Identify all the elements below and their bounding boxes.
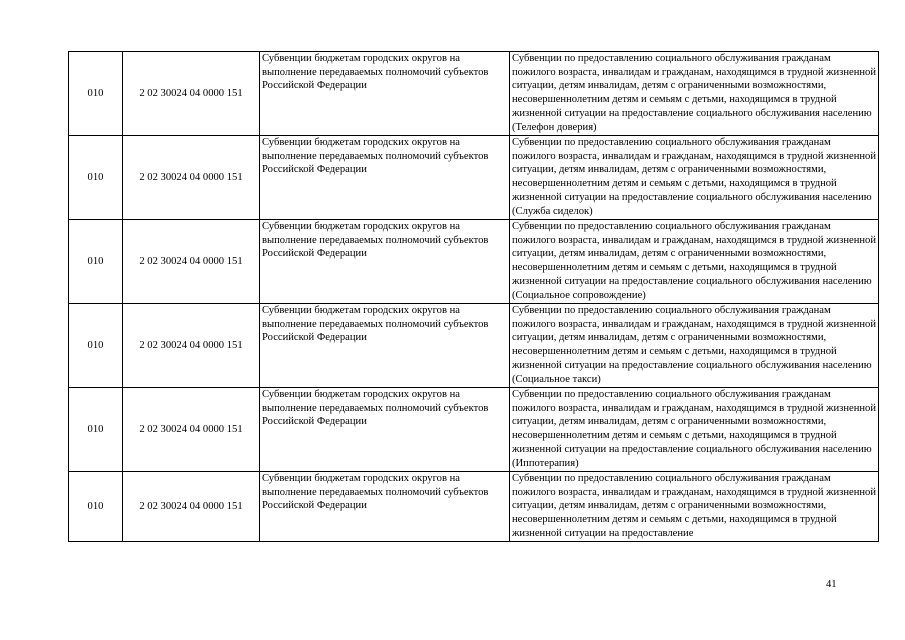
revenue-description-cell: Субвенции по предоставлению социального обслуживания гражданам пожилого возраста, инвалидам и гражданам, находящимся в трудной жизненной ситуации, детям инвалидам, детям с ограниченными возможностями, несовершеннолетним детям и семьям с детьми, находящимся в трудной жизненной ситуации на предоставление социального обслуживания населению (Социальное сопровождение) — [510, 220, 879, 304]
table-row — [69, 136, 879, 220]
table-row — [69, 52, 879, 136]
admin-code-cell: 010 — [69, 220, 123, 304]
revenue-name-cell: Субвенции бюджетам городских округов на выполнение передаваемых полномочий субъектов Российской Федерации — [260, 472, 510, 542]
revenue-name-cell: Субвенции бюджетам городских округов на выполнение передаваемых полномочий субъектов Российской Федерации — [260, 136, 510, 220]
admin-code-cell: 010 — [69, 304, 123, 388]
revenue-name-cell: Субвенции бюджетам городских округов на выполнение передаваемых полномочий субъектов Российской Федерации — [260, 220, 510, 304]
revenue-name-cell: Субвенции бюджетам городских округов на выполнение передаваемых полномочий субъектов Российской Федерации — [260, 388, 510, 472]
admin-code-cell: 010 — [69, 388, 123, 472]
table-row — [69, 220, 879, 304]
budget-classification-code-cell: 2 02 30024 04 0000 151 — [123, 304, 260, 388]
table-row — [69, 304, 879, 388]
revenue-name-cell: Субвенции бюджетам городских округов на выполнение передаваемых полномочий субъектов Российской Федерации — [260, 304, 510, 388]
revenue-description-cell: Субвенции по предоставлению социального обслуживания гражданам пожилого возраста, инвалидам и гражданам, находящимся в трудной жизненной ситуации, детям инвалидам, детям с ограниченными возможностями, несовершеннолетним детям и семьям с детьми, находящимся в трудной жизненной ситуации на предоставление социального обслуживания населению (Служба сиделок) — [510, 136, 879, 220]
revenue-description-cell: Субвенции по предоставлению социального обслуживания гражданам пожилого возраста, инвалидам и гражданам, находящимся в трудной жизненной ситуации, детям инвалидам, детям с ограниченными возможностями, несовершеннолетним детям и семьям с детьми, находящимся в трудной жизненной ситуации на предоставление социального обслуживания населению (Социальное такси) — [510, 304, 879, 388]
table-row — [69, 388, 879, 472]
admin-code-cell: 010 — [69, 52, 123, 136]
table-row — [69, 472, 879, 542]
revenue-description-cell: Субвенции по предоставлению социального обслуживания гражданам пожилого возраста, инвалидам и гражданам, находящимся в трудной жизненной ситуации, детям инвалидам, детям с ограниченными возможностями, несовершеннолетним детям и семьям с детьми, находящимся в трудной жизненной ситуации на предоставление социального обслуживания населению (Телефон доверия) — [510, 52, 879, 136]
budget-classification-code-cell: 2 02 30024 04 0000 151 — [123, 136, 260, 220]
revenue-name-cell: Субвенции бюджетам городских округов на выполнение передаваемых полномочий субъектов Российской Федерации — [260, 52, 510, 136]
revenue-description-cell: Субвенции по предоставлению социального обслуживания гражданам пожилого возраста, инвалидам и гражданам, находящимся в трудной жизненной ситуации, детям инвалидам, детям с ограниченными возможностями, несовершеннолетним детям и семьям с детьми, находящимся в трудной жизненной ситуации на предоставление социального обслуживания населению (Иппотерапия) — [510, 388, 879, 472]
admin-code-cell: 010 — [69, 136, 123, 220]
budget-classification-code-cell: 2 02 30024 04 0000 151 — [123, 388, 260, 472]
budget-table — [68, 51, 879, 542]
budget-classification-code-cell: 2 02 30024 04 0000 151 — [123, 220, 260, 304]
budget-classification-code-cell: 2 02 30024 04 0000 151 — [123, 472, 260, 542]
revenue-description-cell: Субвенции по предоставлению социального обслуживания гражданам пожилого возраста, инвалидам и гражданам, находящимся в трудной жизненной ситуации, детям инвалидам, детям с ограниченными возможностями, несовершеннолетним детям и семьям с детьми, находящимся в трудной жизненной ситуации на предоставление — [510, 472, 879, 542]
admin-code-cell: 010 — [69, 472, 123, 542]
page-number: 41 — [826, 579, 837, 590]
budget-classification-code-cell: 2 02 30024 04 0000 151 — [123, 52, 260, 136]
